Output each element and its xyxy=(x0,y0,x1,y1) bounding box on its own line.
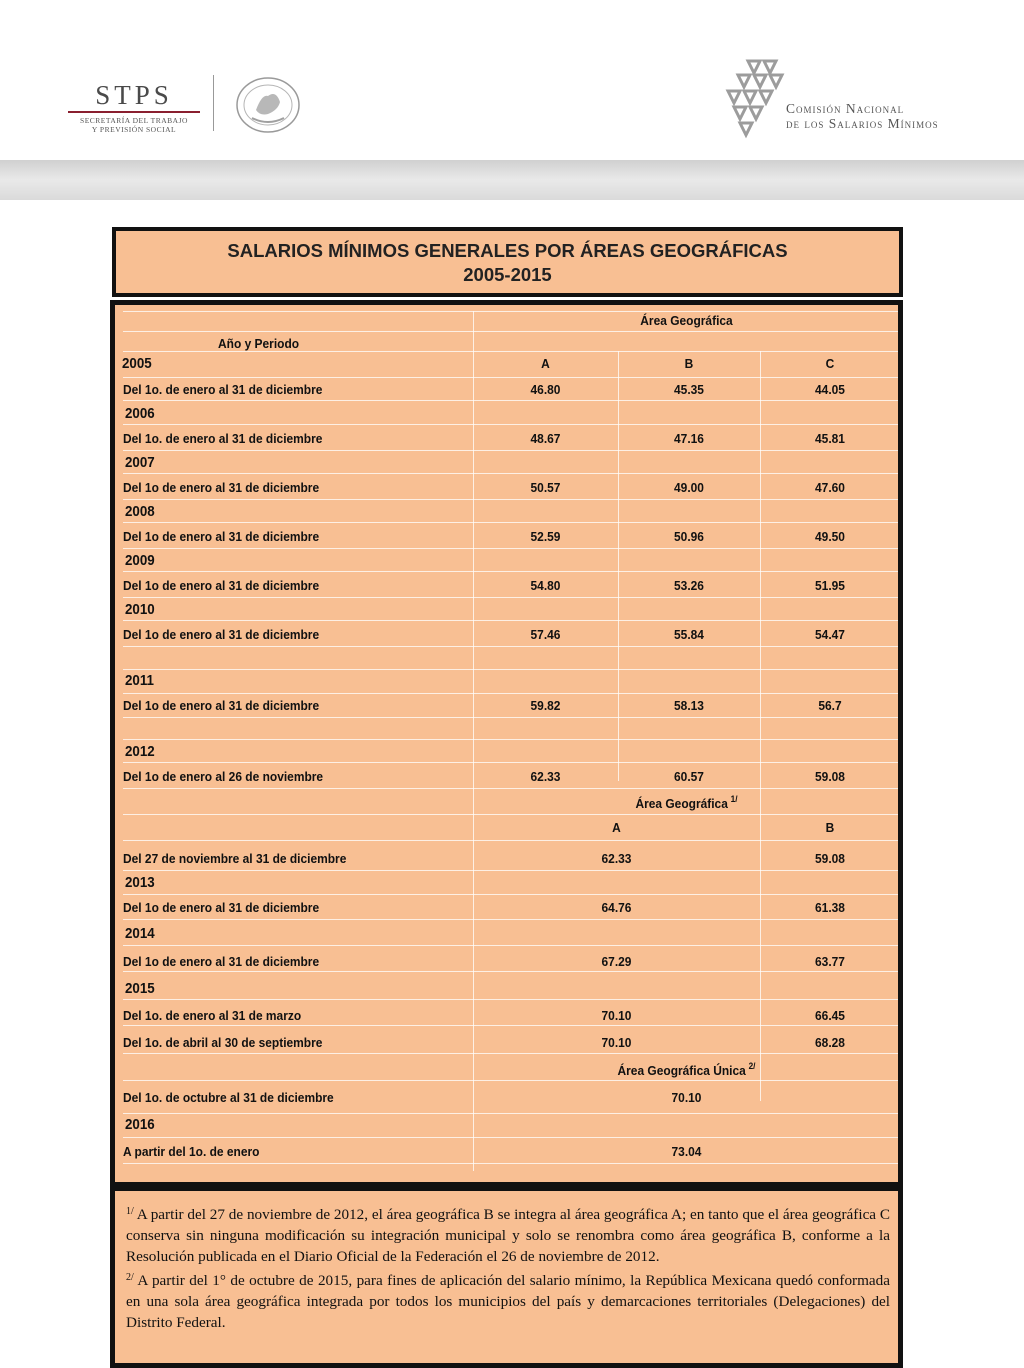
row-2012b-b: 59.08 xyxy=(815,851,845,866)
period-header: Año y Periodo xyxy=(218,336,300,351)
row-2015a-label: Del 1o. de enero al 31 de marzo xyxy=(123,1008,302,1023)
year-2005: 2005 xyxy=(122,356,152,372)
row-2005-label: Del 1o. de enero al 31 de diciembre xyxy=(123,382,323,397)
row-2011-label: Del 1o de enero al 31 de diciembre xyxy=(123,698,320,713)
row-2015a-a: 70.10 xyxy=(601,1008,632,1023)
area-header-2-text: Área Geográfica xyxy=(635,796,728,811)
row-2016-label: A partir del 1o. de enero xyxy=(123,1144,260,1159)
row-2012b-label: Del 27 de noviembre al 31 de diciembre xyxy=(123,851,347,866)
year-2007: 2007 xyxy=(125,455,155,471)
header-band xyxy=(0,160,1024,200)
area-header: Área Geográfica xyxy=(640,313,733,328)
row-2010-a: 57.46 xyxy=(530,627,561,642)
row-2006-c: 45.81 xyxy=(815,431,845,446)
row-2007-label: Del 1o de enero al 31 de diciembre xyxy=(123,480,320,495)
footnote-2 xyxy=(126,1267,890,1333)
row-2012-label: Del 1o de enero al 26 de noviembre xyxy=(123,769,324,784)
page-header xyxy=(0,0,1024,160)
row-2015b-a: 70.10 xyxy=(601,1035,632,1050)
row-2012b-a: 62.33 xyxy=(601,851,632,866)
year-2006: 2006 xyxy=(125,406,155,422)
row-2005-a: 46.80 xyxy=(530,382,561,397)
row-2010-c: 54.47 xyxy=(815,627,845,642)
row-2014-a: 67.29 xyxy=(601,954,632,969)
row-2015b-label: Del 1o. de abril al 30 de septiembre xyxy=(123,1035,323,1050)
footnotes-box xyxy=(110,1186,903,1368)
footnote-1 xyxy=(126,1201,890,1267)
year-2010: 2010 xyxy=(125,602,155,618)
row-2013-a: 64.76 xyxy=(601,900,632,915)
row-2007-b: 49.00 xyxy=(674,480,704,495)
row-2015c-value: 70.10 xyxy=(671,1090,702,1105)
row-2012-b: 60.57 xyxy=(674,769,704,784)
row-2005-b: 45.35 xyxy=(674,382,704,397)
col-a-header: A xyxy=(541,356,550,371)
year-2014: 2014 xyxy=(125,926,155,942)
year-2015: 2015 xyxy=(125,981,155,997)
row-2015c-label: Del 1o. de octubre al 31 de diciembre xyxy=(123,1090,334,1105)
row-2009-label: Del 1o de enero al 31 de diciembre xyxy=(123,578,320,593)
year-2016: 2016 xyxy=(125,1117,155,1133)
row-2010-label: Del 1o de enero al 31 de diciembre xyxy=(123,627,320,642)
wages-table xyxy=(110,300,903,1187)
row-2013-label: Del 1o de enero al 31 de diciembre xyxy=(123,900,320,915)
year-2013: 2013 xyxy=(125,875,155,891)
row-2014-label: Del 1o de enero al 31 de diciembre xyxy=(123,954,320,969)
row-2011-a: 59.82 xyxy=(530,698,561,713)
row-2006-b: 47.16 xyxy=(674,431,704,446)
mexico-seal-icon xyxy=(234,76,302,134)
year-2009: 2009 xyxy=(125,553,155,569)
row-2013-b: 61.38 xyxy=(815,900,845,915)
footnotes xyxy=(126,1201,890,1333)
row-2006-label: Del 1o. de enero al 31 de diciembre xyxy=(123,431,323,446)
row-2016-value: 73.04 xyxy=(671,1144,702,1159)
row-2014-b: 63.77 xyxy=(815,954,845,969)
row-2012-c: 59.08 xyxy=(815,769,845,784)
row-2008-label: Del 1o de enero al 31 de diciembre xyxy=(123,529,320,544)
col-c-header: C xyxy=(825,356,835,371)
row-2008-a: 52.59 xyxy=(530,529,561,544)
table-title: SALARIOS MÍNIMOS GENERALES POR ÁREAS GEOGRÁFICAS xyxy=(227,240,788,261)
stps-logo xyxy=(68,82,200,134)
cnsm-logo-text xyxy=(786,101,939,131)
stps-logo-line-1: SECRETARÍA DEL TRABAJO xyxy=(80,116,188,125)
table-title-box xyxy=(112,227,903,297)
footnote-2-ref: 2/ xyxy=(126,1272,134,1283)
row-2005-c: 44.05 xyxy=(815,382,845,397)
year-2012: 2012 xyxy=(125,744,155,760)
row-2007-c: 47.60 xyxy=(815,480,845,495)
stps-logo-line-2: Y PREVISIÓN SOCIAL xyxy=(91,125,177,134)
stps-logo-name: STPS xyxy=(95,80,173,110)
row-2011-c: 56.7 xyxy=(818,698,842,713)
area-header-2 xyxy=(490,791,883,812)
footnote-ref-2: 2/ xyxy=(748,1061,756,1071)
row-2011-b: 58.13 xyxy=(674,698,704,713)
col-b-header: B xyxy=(684,356,694,371)
area-header-3-text: Área Geográfica Única xyxy=(617,1063,746,1078)
row-2015a-b: 66.45 xyxy=(815,1008,845,1023)
row-2012-a: 62.33 xyxy=(530,769,561,784)
row-2008-b: 50.96 xyxy=(674,529,704,544)
col2-b-header: B xyxy=(825,820,835,835)
footnote-1-text: A partir del 27 de noviembre de 2012, el área geográfica B se integra al área geográfica A; en tanto que el área geográfica C conserva sin ninguna modificación su integración municipal y solo se renombra como área geográfica B, conforme a la Resolución publicada en el Diario Oficial de la Federación el 26 de noviembre de 2012. xyxy=(126,1206,890,1265)
row-2009-a: 54.80 xyxy=(530,578,561,593)
year-2011: 2011 xyxy=(125,673,154,689)
logo-divider xyxy=(213,75,214,131)
cnsm-line-2: de los Salarios Mínimos xyxy=(786,116,939,131)
row-2010-b: 55.84 xyxy=(674,627,704,642)
row-2015b-b: 68.28 xyxy=(815,1035,845,1050)
year-2008: 2008 xyxy=(125,504,155,520)
footnote-1-ref: 1/ xyxy=(126,1206,134,1217)
footnote-ref-1: 1/ xyxy=(730,794,738,804)
table-subtitle: 2005-2015 xyxy=(463,264,552,285)
row-2009-c: 51.95 xyxy=(815,578,845,593)
row-2007-a: 50.57 xyxy=(530,480,561,495)
footnote-2-text: A partir del 1° de octubre de 2015, para fines de aplicación del salario mínimo, la República Mexicana quedó conformada en una sola área geográfica integrada por todos los municipios del país y demarcaciones territoriales (Delegaciones) del Distrito Federal. xyxy=(126,1272,890,1331)
row-2008-c: 49.50 xyxy=(815,529,845,544)
row-2006-a: 48.67 xyxy=(530,431,561,446)
row-2009-b: 53.26 xyxy=(674,578,704,593)
col2-a-header: A xyxy=(612,820,621,835)
area-header-3 xyxy=(490,1058,883,1079)
stps-logo-rule xyxy=(68,111,200,113)
cnsm-line-1: Comisión Nacional xyxy=(786,101,905,116)
